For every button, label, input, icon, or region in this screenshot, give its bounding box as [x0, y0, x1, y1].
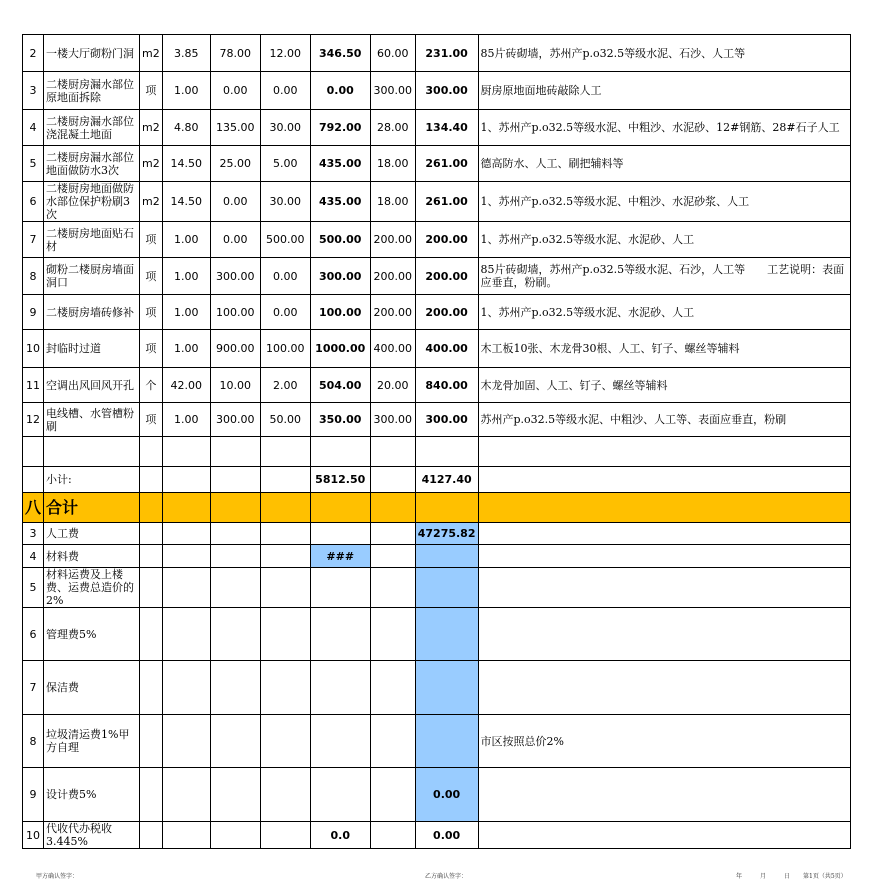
subtotal-d: 5812.50 — [310, 467, 370, 493]
date-month: 月 — [760, 873, 767, 880]
empty-cell — [260, 467, 310, 493]
cell-desc: 1、苏州产p.o32.5等级水泥、中粗沙、水泥砂浆、人工 — [478, 182, 850, 222]
cell-d — [310, 768, 370, 822]
cell-desc — [478, 822, 850, 849]
cell-f: 400.00 — [415, 330, 478, 368]
cell-d: 0.0 — [310, 822, 370, 849]
cell-desc — [478, 568, 850, 608]
cell-f — [415, 661, 478, 715]
empty-cell — [44, 437, 140, 467]
cell-f: 300.00 — [415, 72, 478, 110]
cell-b: 25.00 — [210, 146, 260, 182]
cell-desc: 85片砖砌墙，苏州产p.o32.5等级水泥、石沙，人工等 工艺说明：表面应垂直，粉刷。 — [478, 258, 850, 295]
date-year: 年 — [736, 873, 743, 880]
section-header-row — [23, 493, 851, 523]
cell-unit: 项 — [140, 403, 163, 437]
cell-no: 10 — [23, 822, 44, 849]
cell-unit: m2 — [140, 146, 163, 182]
cell-c: 100.00 — [260, 330, 310, 368]
table-row — [23, 146, 851, 182]
empty-cell — [210, 661, 260, 715]
table-row — [23, 295, 851, 330]
empty-cell — [210, 768, 260, 822]
cell-d: 792.00 — [310, 110, 370, 146]
cell-name: 空调出风回风开孔 — [44, 368, 140, 403]
band-cell — [260, 493, 310, 523]
empty-cell — [260, 608, 310, 661]
empty-cell — [210, 822, 260, 849]
cell-f: 840.00 — [415, 368, 478, 403]
cell-desc: 1、苏州产p.o32.5等级水泥、水泥砂、人工 — [478, 295, 850, 330]
empty-cell — [370, 437, 415, 467]
cell-f: 200.00 — [415, 258, 478, 295]
cell-d — [310, 715, 370, 768]
empty-cell — [140, 715, 163, 768]
cell-a: 3.85 — [162, 35, 210, 72]
empty-cell — [370, 523, 415, 545]
cell-f — [415, 715, 478, 768]
cell-desc — [478, 608, 850, 661]
cell-name: 一楼大厅砌粉门洞 — [44, 35, 140, 72]
cell-unit: 项 — [140, 330, 163, 368]
cell-e: 200.00 — [370, 222, 415, 258]
empty-cell — [140, 661, 163, 715]
cell-desc: 厨房原地面地砖敲除人工 — [478, 72, 850, 110]
cell-f — [415, 608, 478, 661]
empty-cell — [370, 568, 415, 608]
cell-name: 材料费 — [44, 545, 140, 568]
cell-e: 200.00 — [370, 258, 415, 295]
cell-b: 300.00 — [210, 258, 260, 295]
empty-cell — [370, 608, 415, 661]
cell-a: 4.80 — [162, 110, 210, 146]
empty-cell — [210, 715, 260, 768]
empty-cell — [370, 467, 415, 493]
cell-no: 6 — [23, 182, 44, 222]
cell-desc: 市区按照总价2% — [478, 715, 850, 768]
empty-cell — [415, 437, 478, 467]
cell-desc — [478, 545, 850, 568]
cell-a: 1.00 — [162, 258, 210, 295]
cell-c: 0.00 — [260, 295, 310, 330]
cell-desc: 德高防水、人工、刷把辅料等 — [478, 146, 850, 182]
totals-row — [23, 661, 851, 715]
cell-desc: 木龙骨加固、人工、钉子、螺丝等辅料 — [478, 368, 850, 403]
empty-cell — [370, 545, 415, 568]
cell-e: 18.00 — [370, 146, 415, 182]
subtotal-label: 小计: — [44, 467, 140, 493]
cell-no: 8 — [23, 258, 44, 295]
cell-e: 300.00 — [370, 403, 415, 437]
cell-a: 1.00 — [162, 222, 210, 258]
cell-d: 435.00 — [310, 146, 370, 182]
empty-cell — [260, 523, 310, 545]
empty-cell — [260, 822, 310, 849]
cell-name: 垃圾清运费1%甲方自理 — [44, 715, 140, 768]
cell-unit: m2 — [140, 35, 163, 72]
cell-c: 2.00 — [260, 368, 310, 403]
empty-cell — [210, 545, 260, 568]
cell-name: 电线槽、水管槽粉刷 — [44, 403, 140, 437]
empty-cell — [370, 661, 415, 715]
cell-c: 50.00 — [260, 403, 310, 437]
cell-unit: 项 — [140, 222, 163, 258]
cell-name: 二楼厨房地面贴石材 — [44, 222, 140, 258]
cell-no: 3 — [23, 523, 44, 545]
empty-cell — [478, 467, 850, 493]
empty-cell — [162, 467, 210, 493]
empty-cell — [162, 661, 210, 715]
cell-d: 500.00 — [310, 222, 370, 258]
cell-d: ### — [310, 545, 370, 568]
cell-e: 300.00 — [370, 72, 415, 110]
cell-b: 0.00 — [210, 182, 260, 222]
empty-cell — [210, 437, 260, 467]
party-b-signature: 乙方确认签字： — [425, 873, 468, 880]
cell-f: 47275.82 — [415, 523, 478, 545]
cell-d: 0.00 — [310, 72, 370, 110]
empty-cell — [310, 437, 370, 467]
cell-name: 人工费 — [44, 523, 140, 545]
cell-c: 500.00 — [260, 222, 310, 258]
cell-name: 管理费5% — [44, 608, 140, 661]
cell-a: 14.50 — [162, 182, 210, 222]
cell-no: 3 — [23, 72, 44, 110]
table-row — [23, 182, 851, 222]
table-row — [23, 330, 851, 368]
cell-b: 10.00 — [210, 368, 260, 403]
empty-cell — [162, 608, 210, 661]
empty-cell — [162, 437, 210, 467]
empty-cell — [260, 715, 310, 768]
cell-unit: 项 — [140, 258, 163, 295]
totals-row — [23, 715, 851, 768]
cell-e: 60.00 — [370, 35, 415, 72]
cell-c: 30.00 — [260, 182, 310, 222]
cell-f: 200.00 — [415, 295, 478, 330]
empty-row — [23, 437, 851, 467]
budget-sheet — [22, 34, 851, 849]
totals-row — [23, 545, 851, 568]
cell-a: 1.00 — [162, 295, 210, 330]
cell-desc: 1、苏州产p.o32.5等级水泥、水泥砂、人工 — [478, 222, 850, 258]
cell-e: 400.00 — [370, 330, 415, 368]
cell-no: 4 — [23, 110, 44, 146]
empty-cell — [370, 715, 415, 768]
empty-cell — [140, 608, 163, 661]
totals-row — [23, 768, 851, 822]
subtotal-f: 4127.40 — [415, 467, 478, 493]
cell-no: 10 — [23, 330, 44, 368]
band-cell — [478, 493, 850, 523]
cell-c: 0.00 — [260, 72, 310, 110]
cell-a: 42.00 — [162, 368, 210, 403]
cell-no: 2 — [23, 35, 44, 72]
cell-d — [310, 608, 370, 661]
cell-no: 8 — [23, 715, 44, 768]
cell-c: 30.00 — [260, 110, 310, 146]
section-number: 八 — [23, 493, 44, 523]
band-cell — [370, 493, 415, 523]
table-row — [23, 368, 851, 403]
empty-cell — [140, 523, 163, 545]
empty-cell — [260, 437, 310, 467]
cell-unit: m2 — [140, 110, 163, 146]
cell-name: 保洁费 — [44, 661, 140, 715]
totals-row — [23, 822, 851, 849]
empty-cell — [140, 822, 163, 849]
empty-cell — [140, 568, 163, 608]
band-cell — [210, 493, 260, 523]
cell-b: 78.00 — [210, 35, 260, 72]
empty-cell — [162, 715, 210, 768]
cell-no: 5 — [23, 568, 44, 608]
band-cell — [415, 493, 478, 523]
cell-a: 1.00 — [162, 72, 210, 110]
empty-cell — [162, 523, 210, 545]
empty-cell — [370, 768, 415, 822]
cell-unit: m2 — [140, 182, 163, 222]
cell-unit: 项 — [140, 295, 163, 330]
cell-d: 1000.00 — [310, 330, 370, 368]
cell-name: 材料运费及上楼费、运费总造价的2% — [44, 568, 140, 608]
cell-no: 4 — [23, 545, 44, 568]
empty-cell — [140, 768, 163, 822]
empty-cell — [478, 437, 850, 467]
cell-f: 231.00 — [415, 35, 478, 72]
cell-name: 封临时过道 — [44, 330, 140, 368]
cell-no: 9 — [23, 295, 44, 330]
cell-name: 代收代办税收3.445% — [44, 822, 140, 849]
cell-name: 二楼厨房地面做防水部位保护粉刷3次 — [44, 182, 140, 222]
cell-name: 砌粉二楼厨房墙面洞口 — [44, 258, 140, 295]
cell-desc: 苏州产p.o32.5等级水泥、中粗沙、人工等、表面应垂直，粉刷 — [478, 403, 850, 437]
cell-d: 504.00 — [310, 368, 370, 403]
cell-e: 18.00 — [370, 182, 415, 222]
section-title: 合计 — [44, 493, 140, 523]
table-row — [23, 222, 851, 258]
empty-cell — [210, 568, 260, 608]
cell-desc — [478, 523, 850, 545]
empty-cell — [260, 545, 310, 568]
cell-no: 7 — [23, 661, 44, 715]
cell-name: 二楼厨房漏水部位原地面拆除 — [44, 72, 140, 110]
empty-cell — [370, 822, 415, 849]
cell-f: 261.00 — [415, 146, 478, 182]
table-row — [23, 72, 851, 110]
cell-b: 135.00 — [210, 110, 260, 146]
table-row — [23, 35, 851, 72]
empty-cell — [210, 467, 260, 493]
empty-cell — [23, 467, 44, 493]
cell-c: 0.00 — [260, 258, 310, 295]
cell-no: 9 — [23, 768, 44, 822]
cell-desc — [478, 661, 850, 715]
cell-desc: 木工板10张、木龙骨30根、人工、钉子、螺丝等辅料 — [478, 330, 850, 368]
cell-c: 12.00 — [260, 35, 310, 72]
empty-cell — [140, 437, 163, 467]
cell-d: 350.00 — [310, 403, 370, 437]
cell-no: 7 — [23, 222, 44, 258]
empty-cell — [162, 568, 210, 608]
cell-f: 134.40 — [415, 110, 478, 146]
cell-f: 0.00 — [415, 822, 478, 849]
cell-b: 900.00 — [210, 330, 260, 368]
empty-cell — [162, 822, 210, 849]
cell-no: 6 — [23, 608, 44, 661]
table-row — [23, 258, 851, 295]
cell-d — [310, 523, 370, 545]
totals-row — [23, 608, 851, 661]
band-cell — [162, 493, 210, 523]
cell-b: 300.00 — [210, 403, 260, 437]
cell-name: 二楼厨房漏水部位地面做防水3次 — [44, 146, 140, 182]
cell-d — [310, 661, 370, 715]
cell-name: 二楼厨房墙砖修补 — [44, 295, 140, 330]
cell-no: 12 — [23, 403, 44, 437]
cell-d — [310, 568, 370, 608]
subtotal-row — [23, 467, 851, 493]
band-cell — [310, 493, 370, 523]
cell-e: 20.00 — [370, 368, 415, 403]
empty-cell — [260, 768, 310, 822]
empty-cell — [140, 467, 163, 493]
cell-a: 1.00 — [162, 330, 210, 368]
empty-cell — [260, 568, 310, 608]
cell-f: 261.00 — [415, 182, 478, 222]
cell-b: 0.00 — [210, 222, 260, 258]
cell-b: 0.00 — [210, 72, 260, 110]
cell-unit: 个 — [140, 368, 163, 403]
cell-f — [415, 568, 478, 608]
table-row — [23, 110, 851, 146]
cell-a: 14.50 — [162, 146, 210, 182]
cell-f: 0.00 — [415, 768, 478, 822]
cell-no: 5 — [23, 146, 44, 182]
cell-name: 二楼厨房漏水部位浇混凝土地面 — [44, 110, 140, 146]
cell-b: 100.00 — [210, 295, 260, 330]
empty-cell — [210, 608, 260, 661]
cell-f: 300.00 — [415, 403, 478, 437]
sheet-body — [23, 35, 851, 849]
empty-cell — [162, 768, 210, 822]
page-number: 第1页（共5页） — [803, 873, 847, 880]
party-a-signature: 甲方确认签字： — [36, 873, 79, 880]
cell-desc — [478, 768, 850, 822]
cell-d: 300.00 — [310, 258, 370, 295]
cell-a: 1.00 — [162, 403, 210, 437]
totals-row — [23, 523, 851, 545]
cell-e: 200.00 — [370, 295, 415, 330]
cell-f: 200.00 — [415, 222, 478, 258]
cell-unit: 项 — [140, 72, 163, 110]
totals-row — [23, 568, 851, 608]
empty-cell — [260, 661, 310, 715]
empty-cell — [210, 523, 260, 545]
cell-d: 100.00 — [310, 295, 370, 330]
empty-cell — [140, 545, 163, 568]
cell-desc: 85片砖砌墙，苏州产p.o32.5等级水泥、石沙、人工等 — [478, 35, 850, 72]
date-day: 日 — [784, 873, 791, 880]
empty-cell — [162, 545, 210, 568]
cell-desc: 1、苏州产p.o32.5等级水泥、中粗沙、水泥砂、12#钢筋、28#石子人工 — [478, 110, 850, 146]
table-row — [23, 403, 851, 437]
cell-d: 435.00 — [310, 182, 370, 222]
band-cell — [140, 493, 163, 523]
cell-e: 28.00 — [370, 110, 415, 146]
cell-d: 346.50 — [310, 35, 370, 72]
cell-f — [415, 545, 478, 568]
cell-name: 设计费5% — [44, 768, 140, 822]
cell-no: 11 — [23, 368, 44, 403]
empty-cell — [23, 437, 44, 467]
cell-c: 5.00 — [260, 146, 310, 182]
